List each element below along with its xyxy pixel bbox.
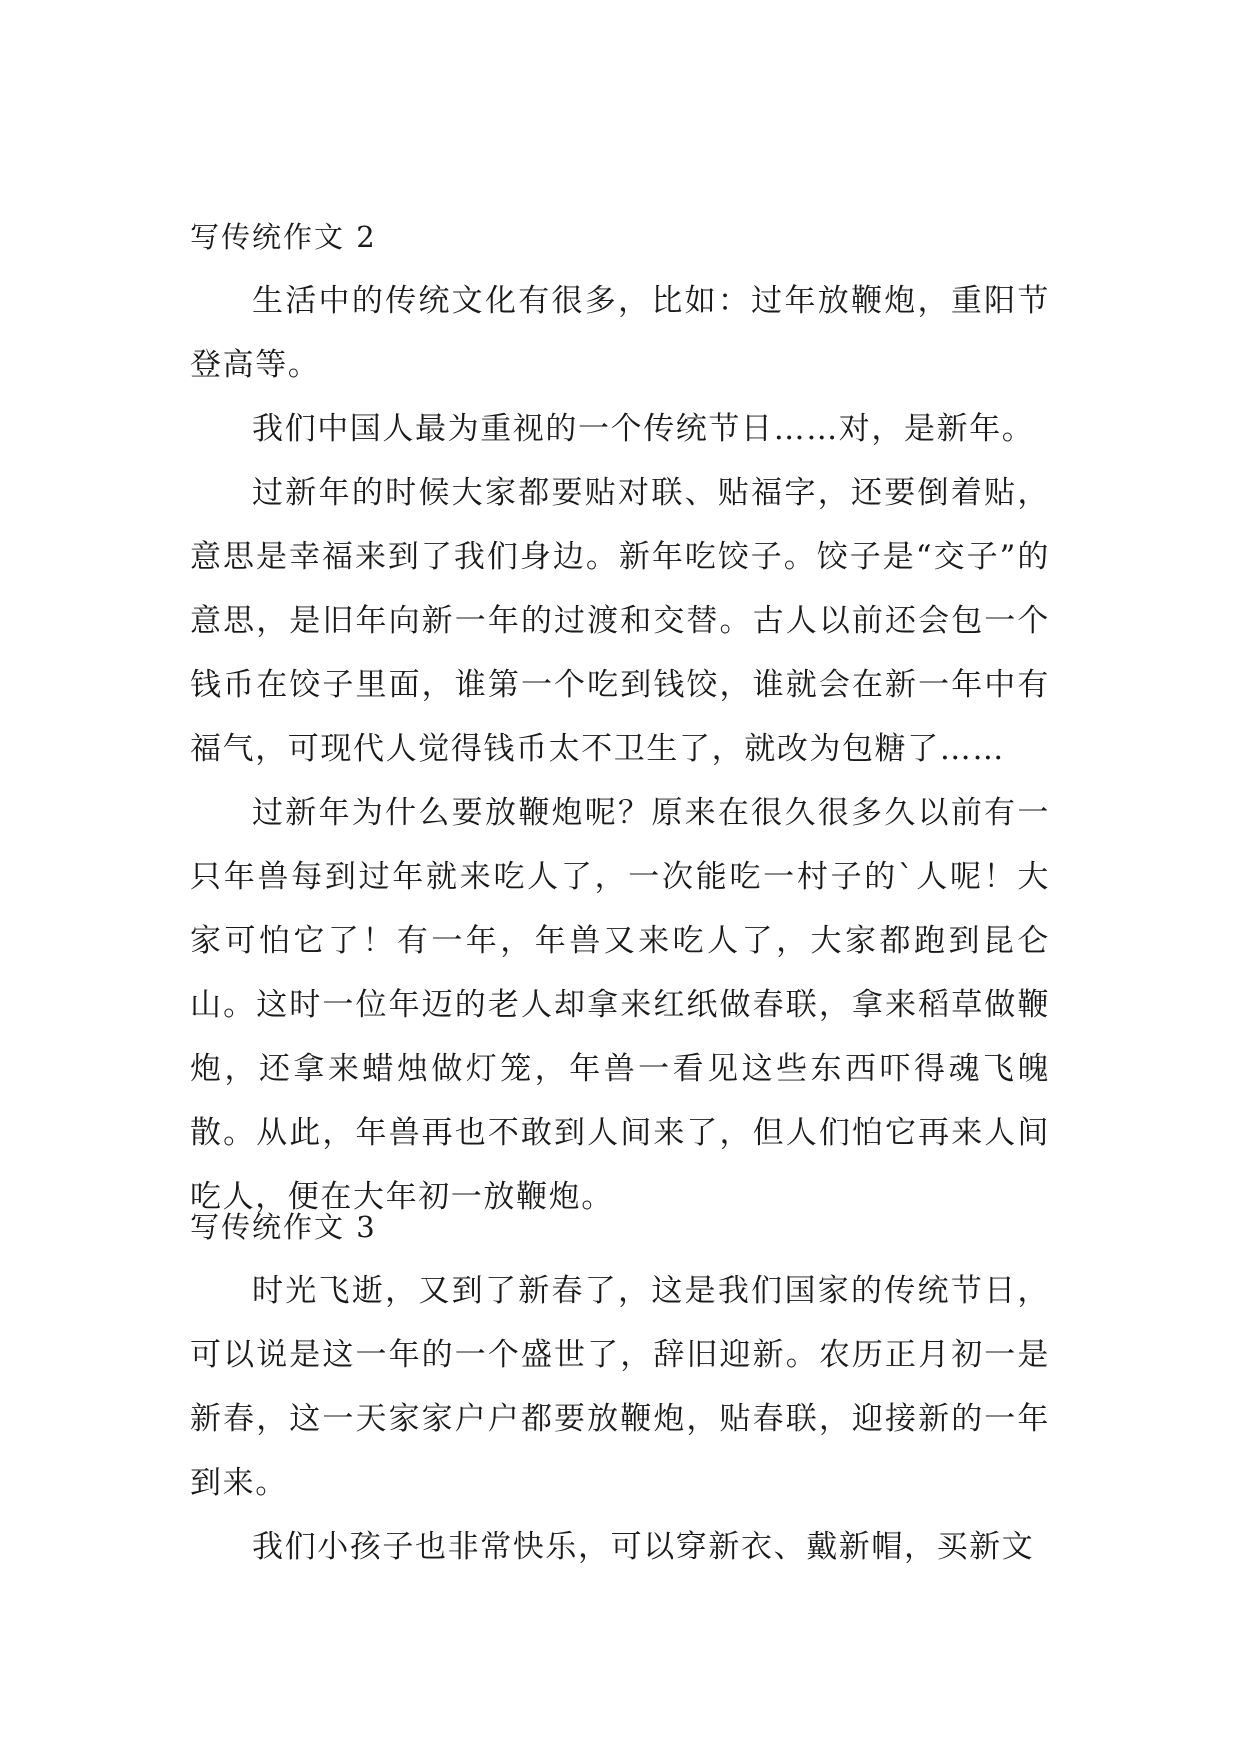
- essay-paragraph: 我们中国人最为重视的一个传统节日……对，是新年。: [252, 411, 1035, 447]
- essay-paragraph: 时光飞逝，又到了新春了，这是我们国家的传统节日，可以说是这一年的一个盛世了，辞旧迎新。农历正月初一是新春，这一天家家户户都要放鞭炮，贴春联，迎接新的一年到来。: [190, 1273, 1050, 1501]
- essay-title: 写传统作文 2: [190, 220, 377, 254]
- essay-paragraph: 生活中的传统文化有很多，比如：过年放鞭炮，重阳节登高等。: [190, 283, 1050, 383]
- essay-paragraph: 我们小孩子也非常快乐，可以穿新衣、戴新帽，买新文: [252, 1529, 1035, 1565]
- essay-title: 写传统作文 3: [190, 1210, 377, 1244]
- essay-section: [190, 205, 1050, 1229]
- essay-paragraph: 过新年的时候大家都要贴对联、贴福字，还要倒着贴，意思是幸福来到了我们身边。新年吃饺子。饺子是“交子”的意思，是旧年向新一年的过渡和交替。古人以前还会包一个钱币在饺子里面，谁第一个吃到钱饺，谁就会在新一年中有福气，可现代人觉得钱币太不卫生了，就改为包糖了……: [190, 475, 1050, 767]
- essay-section: [190, 1195, 1050, 1579]
- essay-paragraph: 过新年为什么要放鞭炮呢？原来在很久很多久以前有一只年兽每到过年就来吃人了，一次能吃一村子的`人呢！大家可怕它了！有一年，年兽又来吃人了，大家都跑到昆仑山。这时一位年迈的老人却拿来红纸做春联，拿来稻草做鞭炮，还拿来蜡烛做灯笼，年兽一看见这些东西吓得魂飞魄散。从此，年兽再也不敢到人间来了，但人们怕它再来人间吃人，便在大年初一放鞭炮。: [190, 795, 1050, 1215]
